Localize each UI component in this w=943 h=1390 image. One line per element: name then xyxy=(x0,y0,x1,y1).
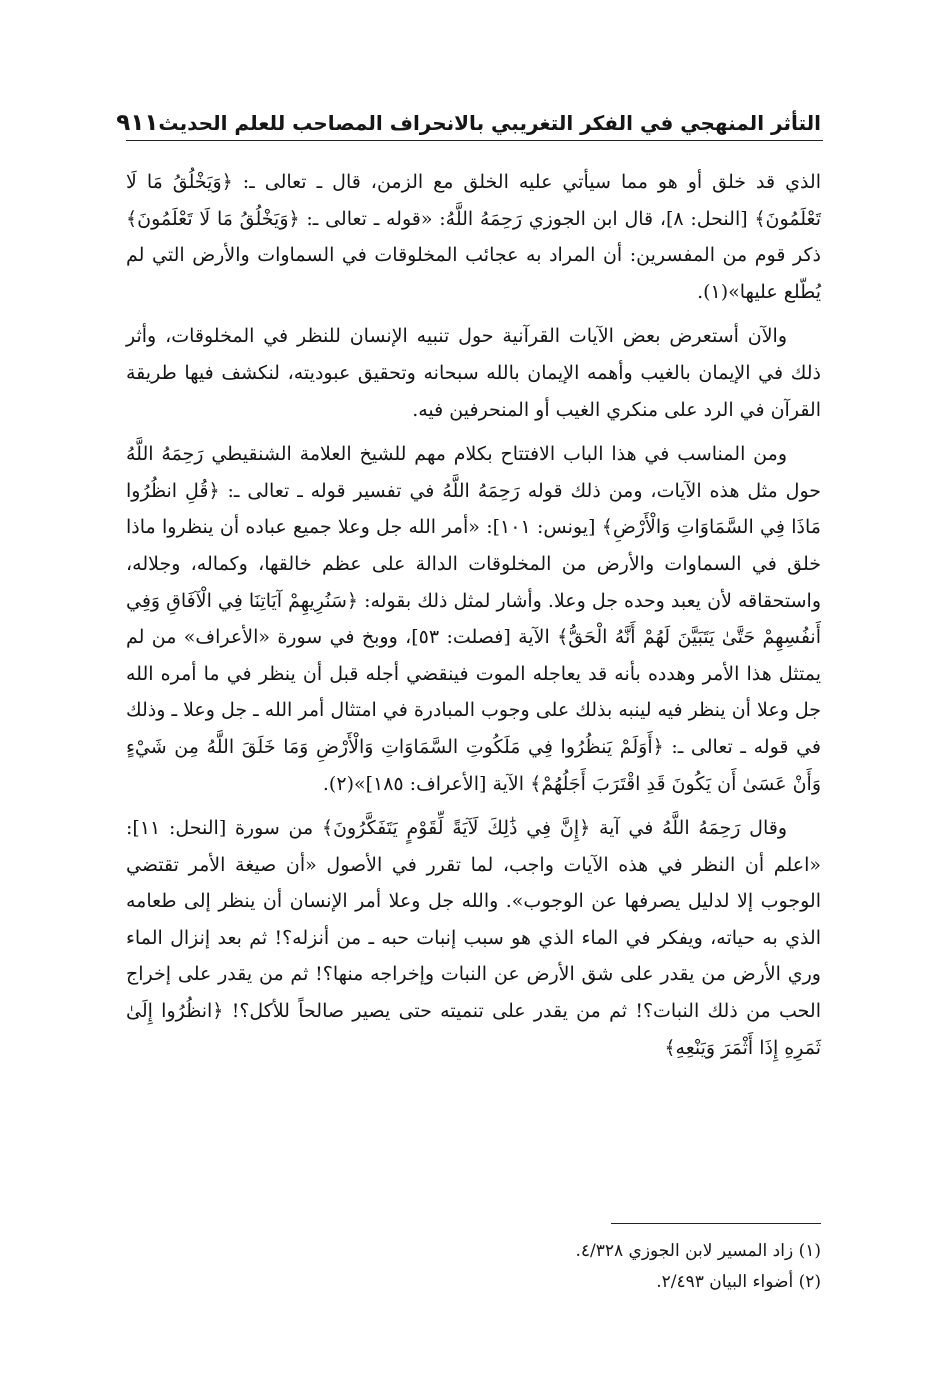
header-title: التأثر المنهجي في الفكر التغريبي بالانحراف المصاحب للعلم الحديث xyxy=(158,111,821,135)
footnote-1: (١) زاد المسير لابن الجوزي ٤/٣٢٨. xyxy=(575,1241,821,1261)
footnotes xyxy=(301,1236,821,1298)
running-header xyxy=(116,102,821,138)
footnote-rule xyxy=(611,1223,821,1224)
paragraph-1: الذي قد خلق أو هو مما سيأتي عليه الخلق مع الزمن، قال ـ تعالى ـ: ﴿وَيَخْلُقُ مَا لَا تَعْلَمُونَ﴾ [النحل: ٨]، قال ابن الجوزي رَحِمَهُ اللَّهُ: «قوله ـ تعالى ـ: ﴿وَيَخْلُقُ مَا لَا تَعْلَمُونَ﴾ ذكر قوم من المفسرين: أن المراد به عجائب المخلوقات في السماوات والأرض التي لم يُطّلع عليها»(١). xyxy=(126,171,821,303)
paragraph-4: وقال رَحِمَهُ اللَّهُ في آية ﴿إِنَّ فِي ذَٰلِكَ لَآيَةً لِّقَوْمٍ يَتَفَكَّرُونَ﴾ من سورة [النحل: ١١]: «اعلم أن النظر في هذه الآيات واجب، لما تقرر في الأصول «أن صيغة الأمر تقتضي الوجوب إلا لدليل يصرفها عن الوجوب». والله جل وعلا أمر الإنسان أن ينظر إلى طعامه الذي به حياته، ويفكر في الماء الذي هو سبب إنبات حبه ـ من أنزله؟! ثم بعد إنزال الماء وري الأرض من يقدر على شق الأرض عن النبات وإخراجه منها؟! ثم من يقدر على إخراج الحب من ذلك النبات؟! ثم من يقدر على تنميته حتى يصير صالحاً للأكل؟! ﴿انظُرُوا إِلَىٰ ثَمَرِهِ إِذَا أَثْمَرَ وَيَنْعِهِ﴾ xyxy=(126,817,821,1059)
body-text xyxy=(126,164,821,1074)
page-number: ٩١١ xyxy=(116,110,159,136)
footnote-2: (٢) أضواء البيان ٢/٤٩٣. xyxy=(656,1272,821,1292)
header-rule xyxy=(126,140,823,141)
paragraph-3: ومن المناسب في هذا الباب الافتتاح بكلام مهم للشيخ العلامة الشنقيطي رَحِمَهُ اللَّهُ حول مثل هذه الآيات، ومن ذلك قوله رَحِمَهُ اللَّهُ في تفسير قوله ـ تعالى ـ: ﴿قُلِ انظُرُوا مَاذَا فِي السَّمَاوَاتِ وَالْأَرْضِ﴾ [يونس: ١٠١]: «أمر الله جل وعلا جميع عباده أن ينظروا ماذا خلق في السماوات والأرض من المخلوقات الدالة على عظم خالقها، وكماله، وجلاله، واستحقاقه لأن يعبد وحده جل وعلا. وأشار لمثل ذلك بقوله: ﴿سَنُرِيهِمْ آيَاتِنَا فِي الْآفَاقِ وَفِي أَنفُسِهِمْ حَتَّىٰ يَتَبَيَّنَ لَهُمْ أَنَّهُ الْحَقُّ﴾ الآية [فصلت: ٥٣]، ووبخ في سورة «الأعراف» من لم يمتثل هذا الأمر وهدده بأنه قد يعاجله الموت فينقضي أجله قبل أن ينظر في ما أمره الله جل وعلا أن ينظر فيه لينبه بذلك على وجوب المبادرة في امتثال أمر الله ـ جل وعلا ـ وذلك في قوله ـ تعالى ـ: ﴿أَوَلَمْ يَنظُرُوا فِي مَلَكُوتِ السَّمَاوَاتِ وَالْأَرْضِ وَمَا خَلَقَ اللَّهُ مِن شَيْءٍ وَأَنْ عَسَىٰ أَن يَكُونَ قَدِ اقْتَرَبَ أَجَلُهُمْ﴾ الآية [الأعراف: ١٨٥]»(٢). xyxy=(126,443,821,795)
paragraph-2: والآن أستعرض بعض الآيات القرآنية حول تنبيه الإنسان للنظر في المخلوقات، وأثر ذلك في الإيمان بالغيب وأهمه الإيمان بالله سبحانه وتحقيق عبوديته، لنكشف فيها طريقة القرآن في الرد على منكري الغيب أو المنحرفين فيه. xyxy=(126,325,821,421)
